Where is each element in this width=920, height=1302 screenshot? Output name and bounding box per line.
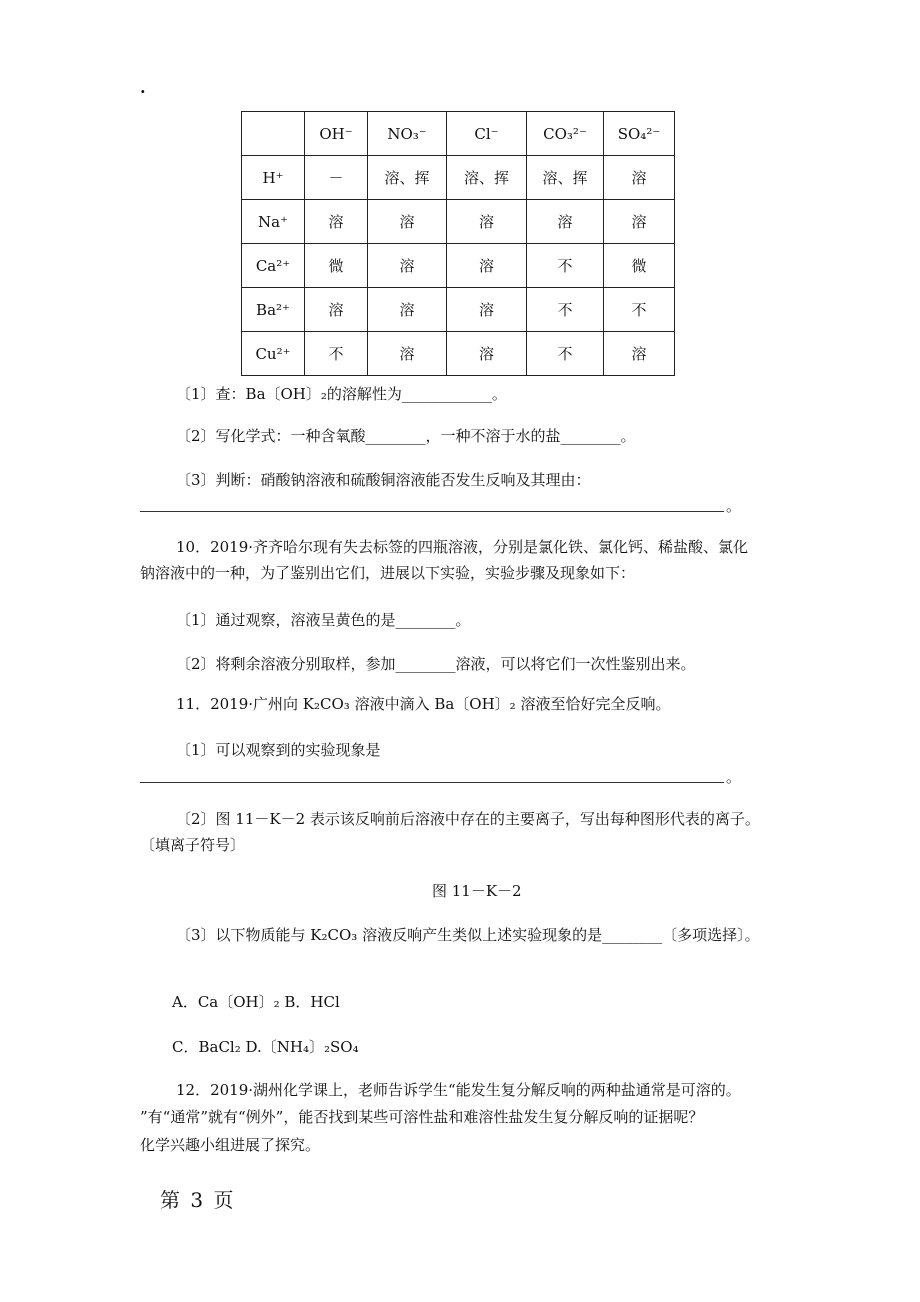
table-row	[242, 288, 675, 332]
table-cell: 微	[305, 244, 368, 288]
question-11-1: 〔1〕可以观察到的实验现象是	[176, 741, 381, 759]
table-cell: 不	[527, 244, 604, 288]
row-ion: Ba²⁺	[242, 288, 305, 332]
table-cell: 溶	[447, 200, 527, 244]
question-9-3: 〔3〕判断：硝酸钠溶液和硫酸铜溶液能否发生反响及其理由：	[176, 471, 591, 489]
question-12-line-3: 化学兴趣小组进展了探究。	[140, 1136, 321, 1154]
question-12-line-1: 12．2019·湖州化学课上，老师告诉学生“能发生复分解反响的两种盐通常是可溶的。	[176, 1081, 741, 1099]
page-mark: .	[140, 78, 146, 97]
answer-blank-line	[140, 511, 724, 512]
row-ion: Ca²⁺	[242, 244, 305, 288]
solubility-table	[241, 111, 675, 376]
question-9-1: 〔1〕查：Ba〔OH〕₂的溶解性为____________。	[176, 385, 507, 403]
table-cell: 溶	[368, 288, 447, 332]
page-number: 第 3 页	[160, 1188, 236, 1212]
question-11-2-line-2: 〔填离子符号〕	[140, 836, 246, 854]
options-a-b: A．Ca〔OH〕₂ B．HCl	[172, 993, 340, 1011]
question-11-3: 〔3〕以下物质能与 K₂CO₃ 溶液反响产生类似上述实验现象的是________〔多项选择〕。	[176, 926, 760, 944]
table-cell: 溶	[368, 244, 447, 288]
table-cell: 溶	[368, 332, 447, 376]
table-cell: 溶	[604, 332, 675, 376]
table-header-cell: SO₄²⁻	[604, 112, 675, 156]
table-row	[242, 156, 675, 200]
question-11-2-line-1: 〔2〕图 11－K－2 表示该反响前后溶液中存在的主要离子，写出每种图形代表的离子。	[176, 810, 760, 828]
table-cell: 溶	[305, 288, 368, 332]
table-cell: －	[305, 156, 368, 200]
question-12-line-2: ”有“通常”就有“例外”，能否找到某些可溶性盐和难溶性盐发生复分解反响的证据呢？	[140, 1108, 704, 1126]
table-row	[242, 332, 675, 376]
question-10-1: 〔1〕通过观察，溶液呈黄色的是________。	[176, 611, 471, 629]
answer-blank-line	[140, 782, 724, 783]
figure-caption: 图 11－K－2	[432, 882, 522, 900]
table-cell: 溶	[604, 156, 675, 200]
table-cell: 不	[527, 288, 604, 332]
table-header-row	[242, 112, 675, 156]
question-9-3-end: 。	[726, 497, 742, 515]
table-header-cell: Cl⁻	[447, 112, 527, 156]
row-ion: Na⁺	[242, 200, 305, 244]
table-cell: 溶	[305, 200, 368, 244]
table-cell: 溶	[447, 288, 527, 332]
table-row	[242, 244, 675, 288]
table-cell: 溶、挥	[527, 156, 604, 200]
table-cell: 溶、挥	[368, 156, 447, 200]
table-cell: 溶	[447, 332, 527, 376]
table-cell: 不	[527, 332, 604, 376]
table-cell: 溶、挥	[447, 156, 527, 200]
table-cell: 微	[604, 244, 675, 288]
table-header-cell: OH⁻	[305, 112, 368, 156]
question-9-2: 〔2〕写化学式：一种含氧酸________，一种不溶于水的盐________。	[176, 427, 636, 445]
table-cell: 不	[604, 288, 675, 332]
table-header-cell	[242, 112, 305, 156]
question-11-1-end: 。	[726, 768, 742, 786]
question-10-2: 〔2〕将剩余溶液分别取样，参加________溶液，可以将它们一次性鉴别出来。	[176, 655, 696, 673]
question-10-line-1: 10．2019·齐齐哈尔现有失去标签的四瓶溶液，分别是氯化铁、氯化钙、稀盐酸、氯化	[176, 538, 749, 556]
table-cell: 溶	[604, 200, 675, 244]
table-cell: 溶	[447, 244, 527, 288]
table-row	[242, 200, 675, 244]
row-ion: Cu²⁺	[242, 332, 305, 376]
table-cell: 溶	[527, 200, 604, 244]
row-ion: H⁺	[242, 156, 305, 200]
question-10-line-2: 钠溶液中的一种，为了鉴别出它们，进展以下实验，实验步骤及现象如下：	[140, 564, 636, 582]
options-c-d: C．BaCl₂ D.〔NH₄〕₂SO₄	[172, 1038, 359, 1056]
table-header-cell: NO₃⁻	[368, 112, 447, 156]
table-header-cell: CO₃²⁻	[527, 112, 604, 156]
table-cell: 不	[305, 332, 368, 376]
table-cell: 溶	[368, 200, 447, 244]
question-11: 11．2019·广州向 K₂CO₃ 溶液中滴入 Ba〔OH〕₂ 溶液至恰好完全反响。	[176, 695, 671, 713]
